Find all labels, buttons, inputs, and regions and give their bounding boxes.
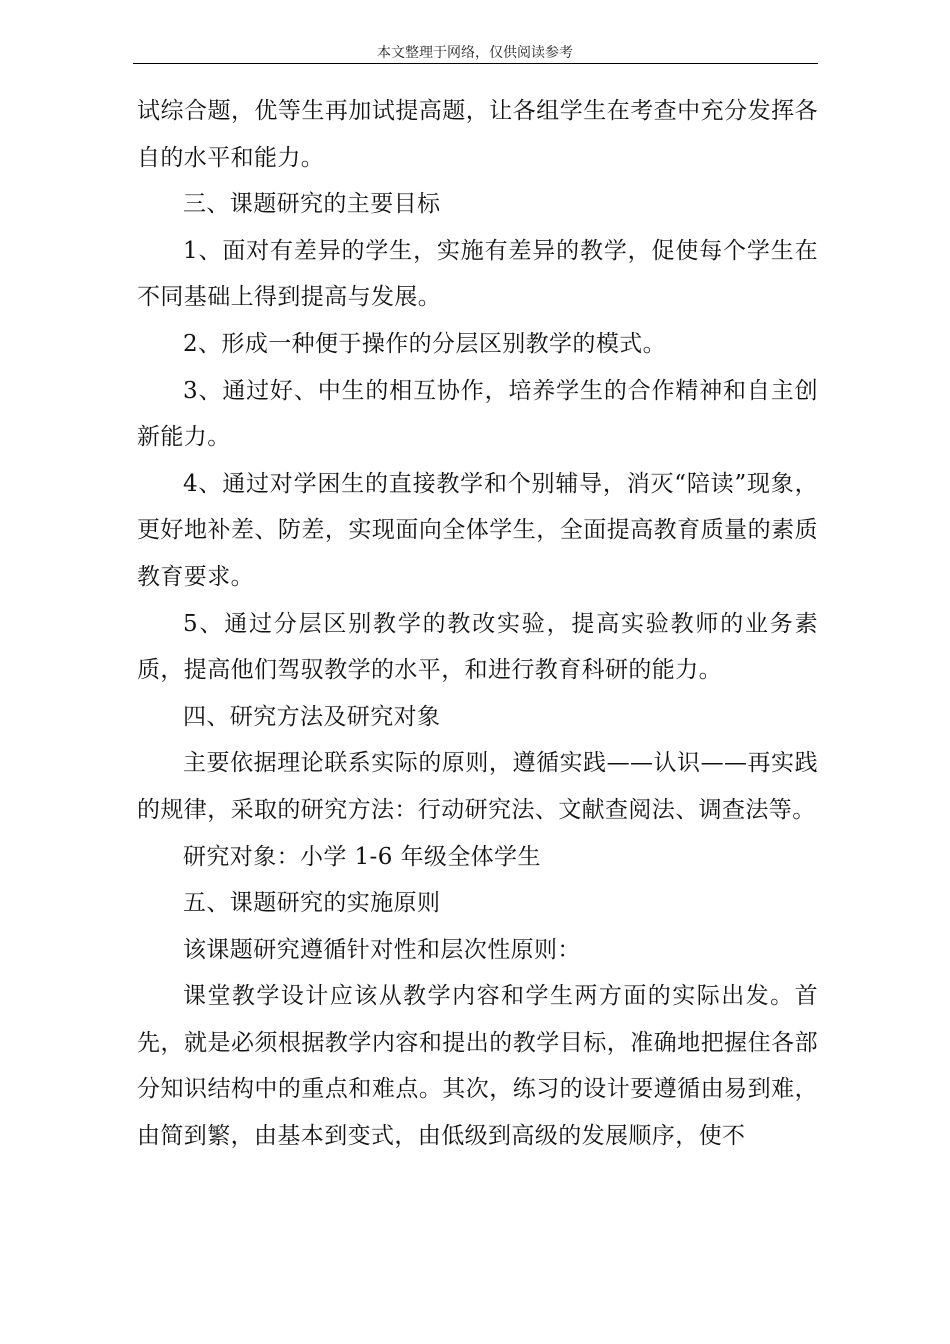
paragraph: 4、通过对学困生的直接教学和个别辅导，消灭“陪读”现象，更好地补差、防差，实现面向全体学生，全面提高教育质量的素质教育要求。 [137, 470, 818, 590]
paragraph: 研究对象：小学 1-6 年级全体学生 [183, 843, 541, 870]
document-body [137, 88, 818, 1160]
paragraph: 主要依据理论联系实际的原则，遵循实践——认识——再实践的规律，采取的研究方法：行动研究法、文献查阅法、调查法等。 [137, 750, 818, 823]
section-heading: 四、研究方法及研究对象 [183, 703, 441, 730]
page-header: 本文整理于网络，仅供阅读参考 [377, 45, 573, 61]
paragraph: 3、通过好、中生的相互协作，培养学生的合作精神和自主创新能力。 [137, 377, 818, 451]
paragraph: 1、面对有差异的学生，实施有差异的教学，促使每个学生在不同基础上得到提高与发展。 [137, 237, 818, 311]
paragraph: 课堂教学设计应该从教学内容和学生两方面的实际出发。首先，就是必须根据教学内容和提出的教学目标，准确地把握住各部分知识结构中的重点和难点。其次，练习的设计要遵循由易到难，由简到繁，由基本到变式，由低级到高级的发展顺序，使不 [137, 983, 818, 1150]
section-heading: 五、课题研究的实施原则 [183, 890, 441, 917]
paragraph: 该课题研究遵循针对性和层次性原则： [183, 936, 581, 963]
paragraph: 5、通过分层区别教学的教改实验，提高实验教师的业务素质，提高他们驾驭教学的水平，和进行教育科研的能力。 [137, 610, 818, 684]
paragraph: 试综合题，优等生再加试提高题，让各组学生在考查中充分发挥各自的水平和能力。 [137, 98, 818, 171]
paragraph: 2、形成一种便于操作的分层区别教学的模式。 [183, 330, 667, 357]
section-heading: 三、课题研究的主要目标 [183, 191, 441, 218]
header-divider [133, 63, 818, 64]
